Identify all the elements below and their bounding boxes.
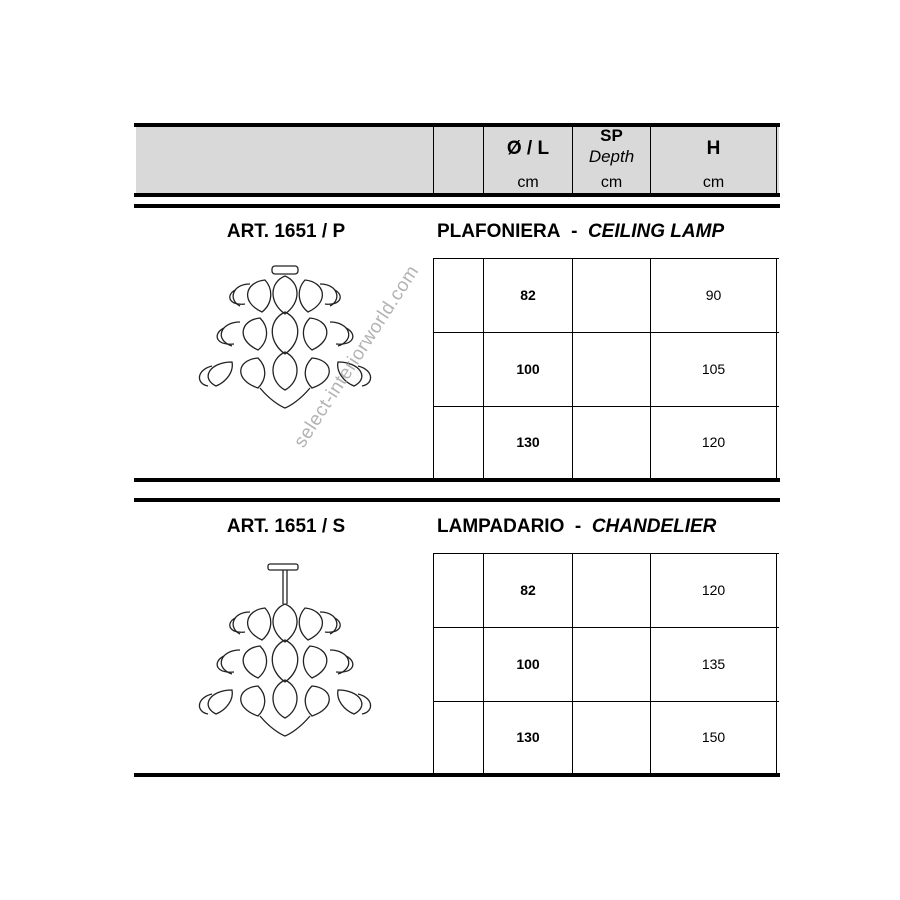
section-2-bottom-rule	[134, 773, 780, 777]
table-cell-diameter: 130	[516, 729, 540, 745]
ceiling-lamp-illustration	[190, 262, 380, 412]
header-height	[651, 138, 776, 160]
table-divider	[572, 258, 573, 479]
table-cell-height: 105	[701, 361, 726, 377]
header-height-unit: cm	[702, 174, 725, 191]
table-divider	[572, 553, 573, 774]
article-code: ART. 1651 / P	[226, 221, 346, 242]
table-cell-diameter: 82	[520, 582, 536, 598]
table-rule	[433, 332, 779, 333]
product-type-it: PLAFONIERA	[437, 221, 561, 242]
product-type	[437, 221, 724, 243]
section-2-top-rule	[134, 498, 780, 502]
table-divider	[433, 553, 434, 774]
table-rule	[433, 258, 779, 259]
chandelier-illustration	[190, 562, 380, 742]
table-divider	[776, 553, 777, 774]
header-divider	[433, 126, 434, 194]
header-top-rule	[134, 123, 780, 127]
product-type-separator: -	[571, 221, 578, 242]
header-bottom-rule	[134, 193, 780, 197]
table-rule	[433, 701, 779, 702]
header-sp	[573, 126, 650, 167]
section-1-top-rule	[134, 204, 780, 208]
header-sp-unit: cm	[600, 174, 623, 191]
product-type-en: CEILING LAMP	[587, 221, 725, 242]
watermark-text: select-interiorworld.com	[290, 261, 424, 452]
header-diameter-unit: cm	[517, 174, 539, 191]
product-type	[437, 516, 716, 538]
table-divider	[433, 258, 434, 479]
table-rule	[433, 553, 779, 554]
header-sp-label: SP	[600, 126, 623, 145]
section-1-bottom-rule	[134, 478, 780, 482]
product-type-separator: -	[574, 516, 582, 537]
table-rule	[433, 627, 779, 628]
article-code: ART. 1651 / S	[226, 516, 346, 537]
table-cell-diameter: 100	[516, 361, 540, 377]
table-cell-height: 120	[701, 582, 726, 598]
table-cell-height: 135	[701, 656, 726, 672]
table-cell-diameter: 100	[516, 656, 540, 672]
header-diameter	[484, 138, 572, 160]
header-height-label: H	[706, 138, 721, 159]
table-cell-height: 90	[705, 287, 722, 303]
table-cell-diameter: 130	[516, 434, 540, 450]
header-divider	[776, 126, 777, 194]
product-type-en: CHANDELIER	[591, 516, 717, 537]
product-type-it: LAMPADARIO	[437, 516, 565, 537]
table-cell-height: 150	[701, 729, 726, 745]
header-diameter-label: Ø / L	[506, 138, 550, 159]
header-sp-sub: Depth	[588, 147, 635, 166]
table-cell-diameter: 82	[520, 287, 536, 303]
table-divider	[776, 258, 777, 479]
table-cell-height: 120	[701, 434, 726, 450]
table-rule	[433, 406, 779, 407]
